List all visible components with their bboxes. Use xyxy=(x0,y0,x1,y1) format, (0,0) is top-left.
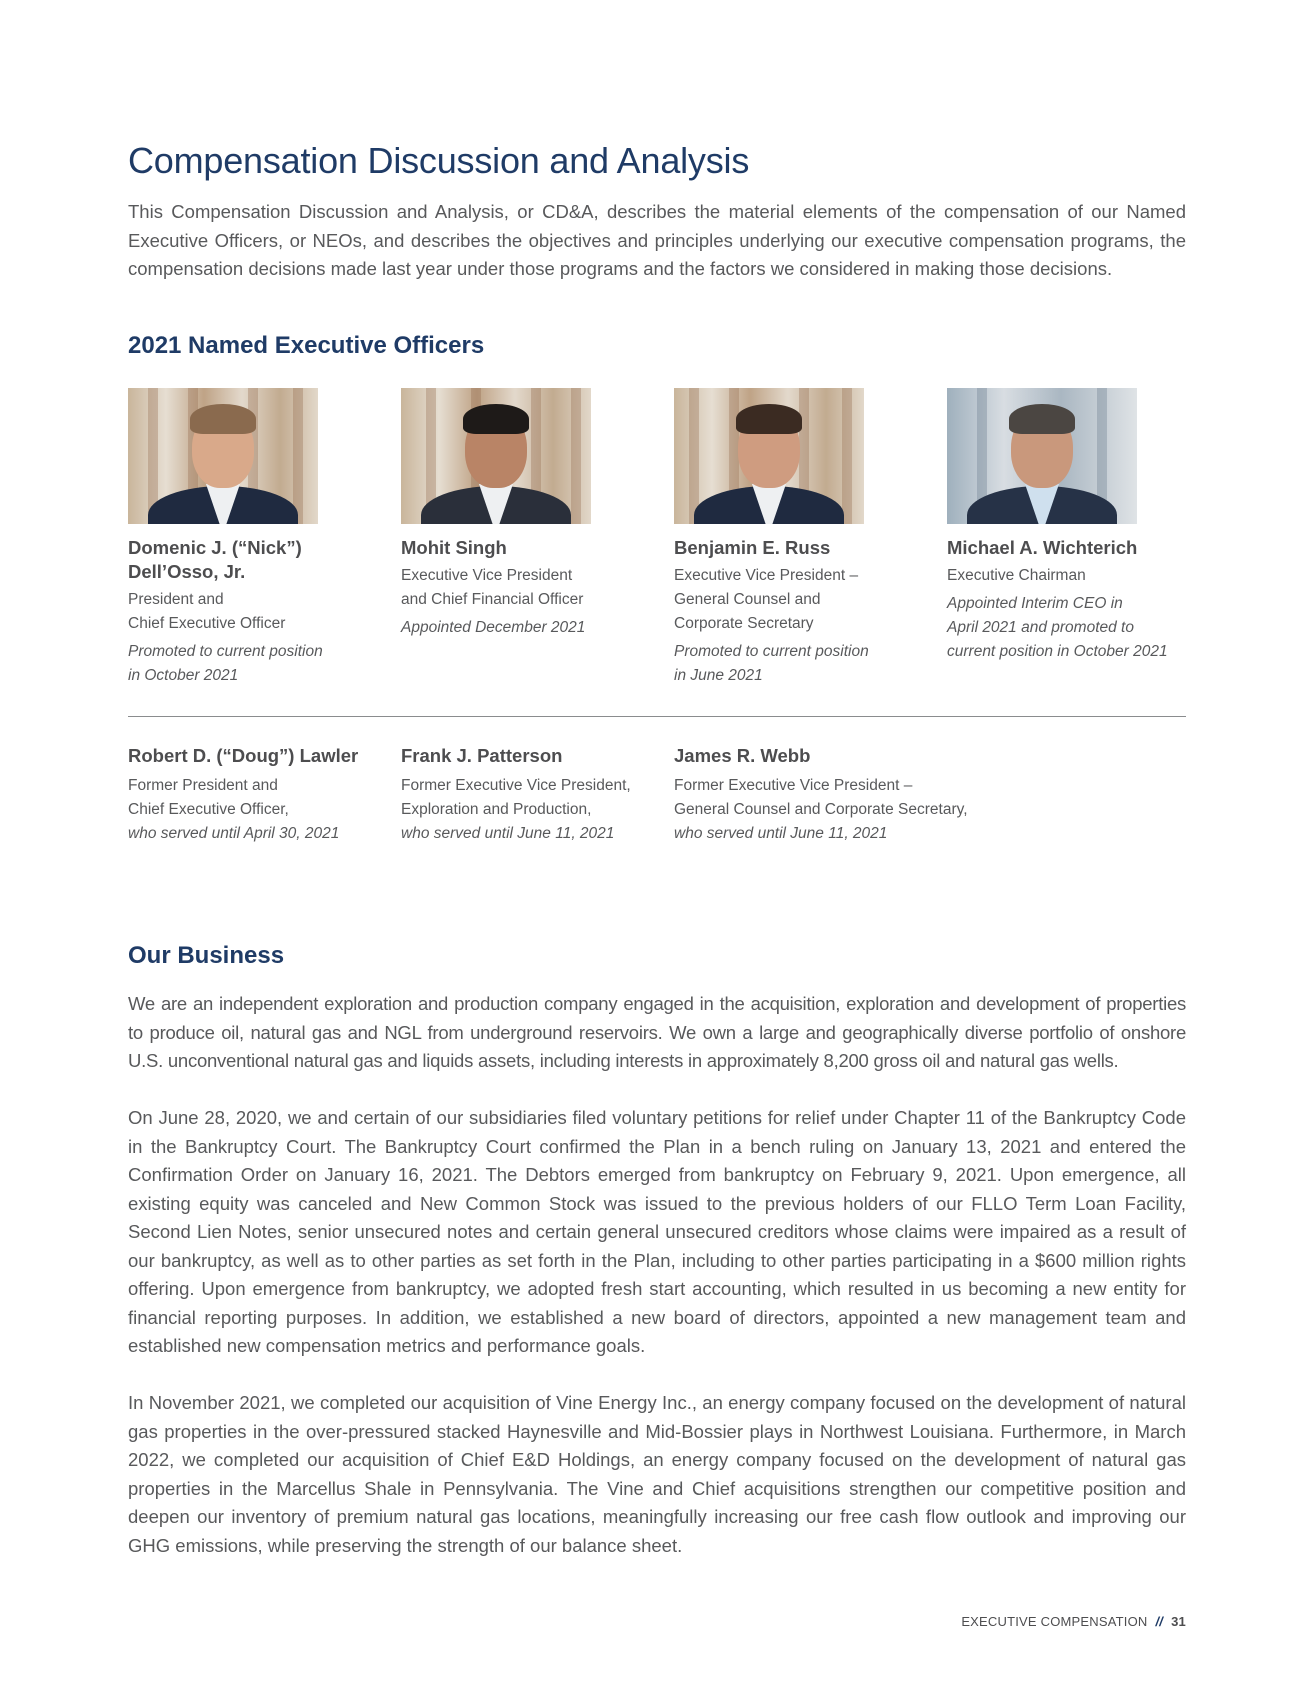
executive-photo xyxy=(401,388,591,524)
neo-card xyxy=(674,388,924,688)
page-title: Compensation Discussion and Analysis xyxy=(128,140,750,181)
neo-name: Frank J. Patterson xyxy=(401,745,563,766)
business-heading: Our Business xyxy=(128,942,285,969)
neo-appointment-note: Promoted to current position in October 2021 xyxy=(128,643,323,684)
business-paragraph: We are an independent exploration and production company engaged in the acquisition, exploration and development of properties to produce oil, natural gas and NGL from underground reservoirs. We own a large and geographically diverse portfolio of onshore U.S. unconventional natural gas and liquids assets, including interests in approximately 8,200 gross oil and natural gas wells. xyxy=(128,993,1186,1071)
business-section xyxy=(128,990,1186,1589)
neo-name: Robert D. (“Doug”) Lawler xyxy=(128,745,359,766)
neo-title: Former President and Chief Executive Officer, xyxy=(128,777,289,818)
neo-tenure-note: who served until June 11, 2021 xyxy=(401,825,615,842)
neo-title: Former Executive Vice President, Exploration and Production, xyxy=(401,777,631,818)
neo-title: Former Executive Vice President – General Counsel and Corporate Secretary, xyxy=(674,777,968,818)
page-number: 31 xyxy=(1171,1614,1186,1629)
footer-separator: // xyxy=(1155,1614,1164,1629)
former-neo xyxy=(401,744,721,846)
former-neos xyxy=(128,744,1186,844)
neo-name: James R. Webb xyxy=(674,745,811,766)
neo-appointment-note: Appointed Interim CEO in April 2021 and promoted to current position in October 2021 xyxy=(947,595,1168,660)
business-paragraph: In November 2021, we completed our acquisition of Vine Energy Inc., an energy company focused on the development of natural gas properties in the over-pressured stacked Haynesville and Mid-Bossier plays in Northwest Louisiana. Furthermore, in March 2022, we completed our acquisition of Chief E&D Holdings, an energy company focused on the development of natural gas properties in the Marcellus Shale in Pennsylvania. The Vine and Chief acquisitions strengthen our competitive position and deepen our inventory of premium natural gas locations, meaningfully increasing our free cash flow outlook and improving our GHG emissions, while preserving the strength of our balance sheet. xyxy=(128,1392,1186,1556)
page-footer xyxy=(961,1614,1186,1629)
neo-name: Michael A. Wichterich xyxy=(947,537,1138,558)
neo-card xyxy=(401,388,651,640)
neo-name: Domenic J. (“Nick”) Dell’Osso, Jr. xyxy=(128,537,302,582)
executive-photo xyxy=(128,388,318,524)
neos-heading: 2021 Named Executive Officers xyxy=(128,332,485,359)
intro-paragraph: This Compensation Discussion and Analysis, or CD&A, describes the material elements of the compensation of our Named Executive Officers, or NEOs, and describes the objectives and principles underlying our executive compensation programs, the compensation decisions made last year under those programs and the factors we considered in making those decisions. xyxy=(128,201,1186,279)
former-neo xyxy=(128,744,448,846)
neo-title: Executive Vice President – General Counsel and Corporate Secretary xyxy=(674,567,859,632)
current-neos xyxy=(128,388,1186,688)
neo-appointment-note: Promoted to current position in June 2021 xyxy=(674,643,869,684)
neo-title: Executive Chairman xyxy=(947,567,1086,584)
neo-appointment-note: Appointed December 2021 xyxy=(401,619,586,636)
section-divider xyxy=(128,716,1186,717)
executive-photo xyxy=(947,388,1137,524)
neo-card xyxy=(947,388,1197,664)
neo-name: Mohit Singh xyxy=(401,537,507,558)
neo-title: President and Chief Executive Officer xyxy=(128,591,286,632)
executive-photo xyxy=(674,388,864,524)
business-paragraph: On June 28, 2020, we and certain of our subsidiaries filed voluntary petitions for relief under Chapter 11 of the Bankruptcy Code in the Bankruptcy Court. The Bankruptcy Court confirmed the Plan in a bench ruling on January 13, 2021 and entered the Confirmation Order on January 16, 2021. The Debtors emerged from bankruptcy on February 9, 2021. Upon emergence, all existing equity was canceled and New Common Stock was issued to the previous holders of our FLLO Term Loan Facility, Second Lien Notes, senior unsecured notes and certain general unsecured creditors whose claims were impaired as a result of our bankruptcy, as well as to other parties as set forth in the Plan, including to other parties participating in a $600 million rights offering. Upon emergence from bankruptcy, we adopted fresh start accounting, which resulted in us becoming a new entity for financial reporting purposes. In addition, we established a new board of directors, appointed a new management team and established new compensation metrics and performance goals. xyxy=(128,1107,1186,1356)
neo-tenure-note: who served until June 11, 2021 xyxy=(674,825,888,842)
neo-name: Benjamin E. Russ xyxy=(674,537,831,558)
footer-section-label: EXECUTIVE COMPENSATION xyxy=(961,1614,1148,1629)
former-neo xyxy=(674,744,1094,846)
neo-tenure-note: who served until April 30, 2021 xyxy=(128,825,340,842)
neo-card xyxy=(128,388,378,688)
neo-title: Executive Vice President and Chief Financial Officer xyxy=(401,567,584,608)
